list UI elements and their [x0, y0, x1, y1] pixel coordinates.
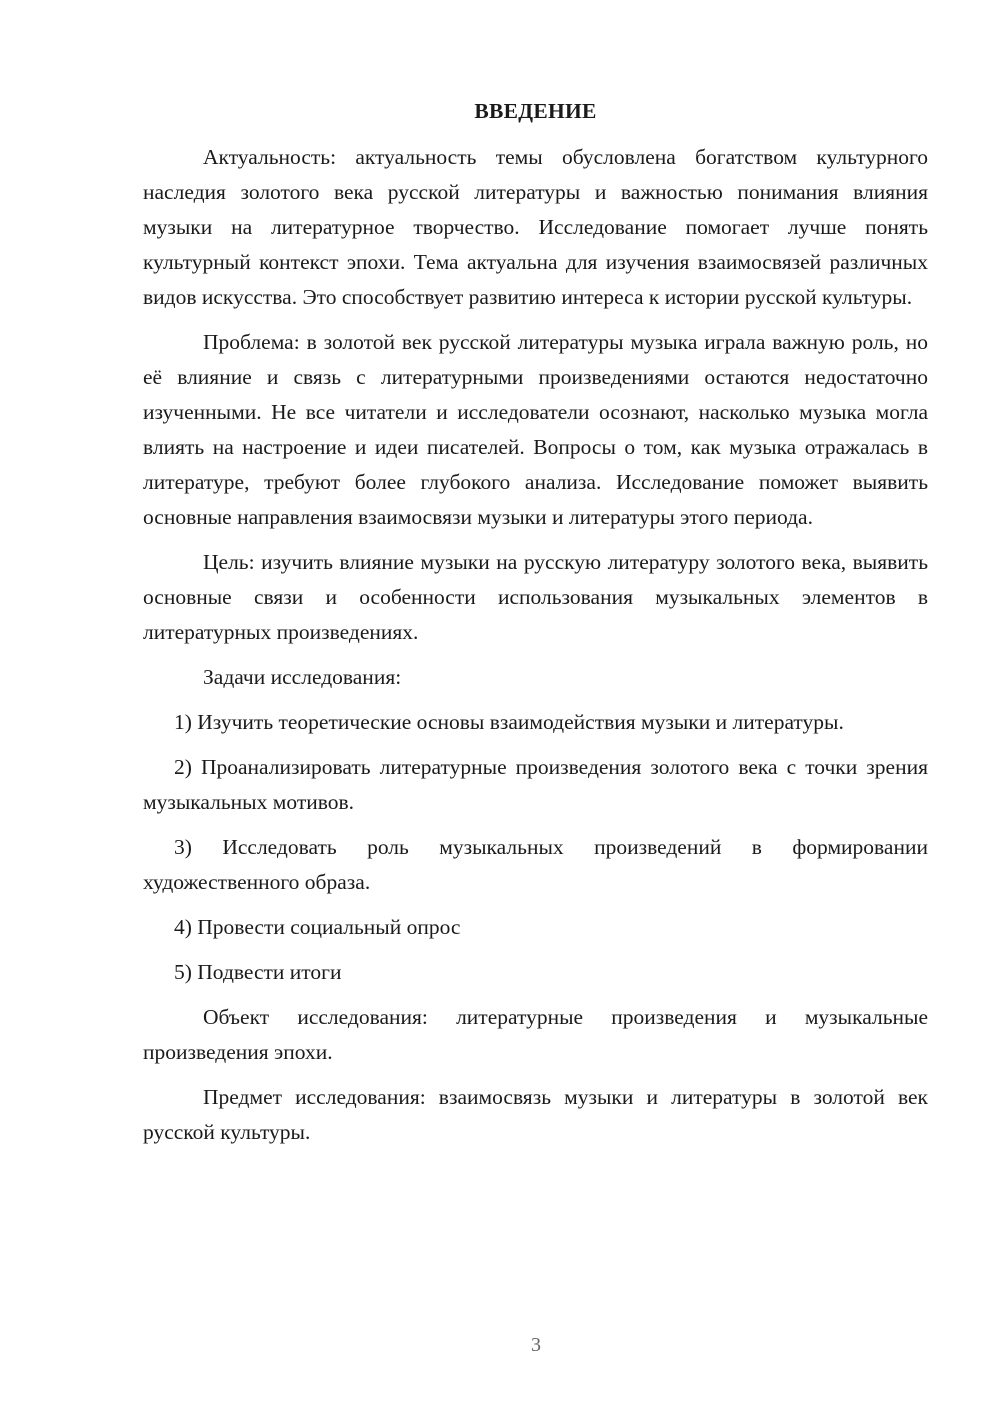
task-item-1: 1) Изучить теоретические основы взаимодействия музыки и литературы.	[174, 710, 844, 734]
document-page	[143, 96, 928, 1150]
task-item-4: 4) Провести социальный опрос	[174, 915, 461, 939]
paragraph-problem: Проблема: в золотой век русской литературы музыка играла важную роль, но её влияние и связь с литературными произведениями остаются недостаточно изученными. Не все читатели и исследователи осознают, насколько музыка могла влиять на настроение и идеи писателей. Вопросы о том, как музыка отражалась в литературе, требуют более глубокого анализа. Исследование поможет выявить основные направления взаимосвязи музыки и литературы этого периода.	[143, 330, 928, 529]
task-item-2: 2) Проанализировать литературные произведения золотого века с точки зрения музыкальных мотивов.	[143, 755, 928, 814]
paragraph-subject: Предмет исследования: взаимосвязь музыки и литературы в золотой век русской культуры.	[143, 1085, 928, 1144]
page-number: 3	[531, 1334, 541, 1356]
paragraph-goal: Цель: изучить влияние музыки на русскую литературу золотого века, выявить основные связи и особенности использования музыкальных элементов в литературных произведениях.	[143, 550, 928, 644]
task-item-5: 5) Подвести итоги	[174, 960, 342, 984]
paragraph-relevance: Актуальность: актуальность темы обусловлена богатством культурного наследия золотого века русской литературы и важностью понимания влияния музыки на литературное творчество. Исследование помогает лучше понять культурный контекст эпохи. Тема актуальна для изучения взаимосвязей различных видов искусства. Это способствует развитию интереса к истории русской культуры.	[143, 145, 928, 309]
task-item-3: 3) Исследовать роль музыкальных произведений в формировании художественного образа.	[143, 835, 928, 894]
paragraph-tasks-title: Задачи исследования:	[203, 665, 402, 689]
paragraph-object: Объект исследования: литературные произведения и музыкальные произведения эпохи.	[143, 1005, 928, 1064]
section-heading: ВВЕДЕНИЕ	[474, 99, 597, 123]
